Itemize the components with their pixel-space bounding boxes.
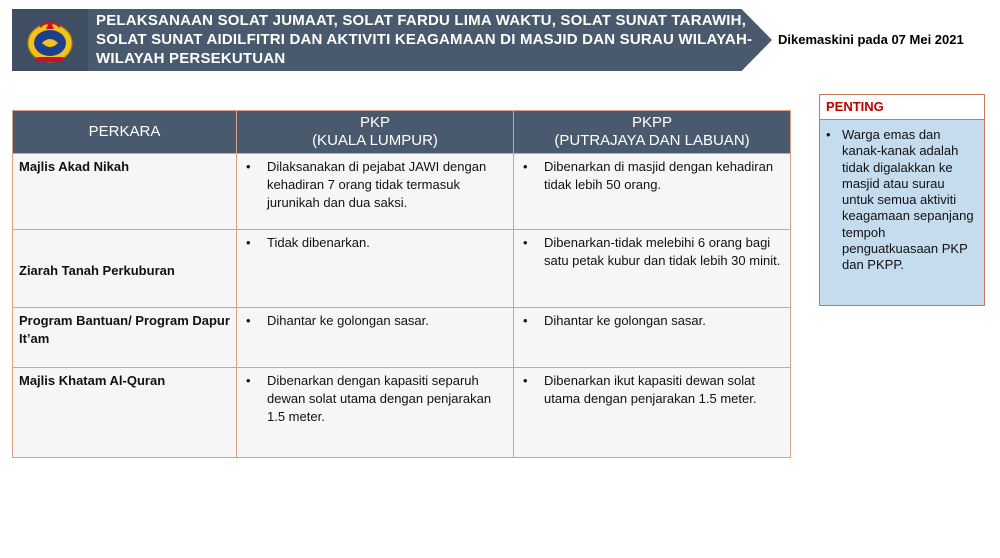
list-item: • Dibenarkan-tidak melebihi 6 orang bagi satu petak kubur dan tidak lebih 30 minit. bbox=[520, 234, 784, 270]
row-pkp-cell bbox=[237, 368, 514, 458]
header-pkp-line1: PKP bbox=[359, 114, 390, 131]
penting-title: PENTING bbox=[820, 95, 984, 120]
logo-box bbox=[12, 9, 88, 71]
list-item: • Dihantar ke golongan sasar. bbox=[243, 312, 507, 330]
header-pkp-line2: (KUALA LUMPUR) bbox=[312, 132, 438, 149]
table-header-row bbox=[13, 111, 791, 154]
header-perkara bbox=[13, 111, 237, 154]
rules-table bbox=[12, 110, 791, 458]
table-row bbox=[13, 308, 791, 368]
row-perkara: Program Bantuan/ Program Dapur It’am bbox=[13, 308, 237, 368]
list-item: • Dibenarkan ikut kapasiti dewan solat utama dengan penjarakan 1.5 meter. bbox=[520, 372, 784, 408]
table-row bbox=[13, 230, 791, 308]
updated-date: Dikemaskini pada 07 Mei 2021 bbox=[778, 32, 964, 47]
penting-box bbox=[819, 94, 985, 306]
header-pkpp-line2: (PUTRAJAYA DAN LABUAN) bbox=[554, 132, 750, 149]
list-item: • Dilaksanakan di pejabat JAWI dengan kehadiran 7 orang tidak termasuk jurunikah dan dua saksi. bbox=[243, 158, 507, 212]
row-pkpp-cell bbox=[514, 230, 791, 308]
row-pkpp-cell bbox=[514, 154, 791, 230]
row-pkpp-cell bbox=[514, 368, 791, 458]
table-row bbox=[13, 368, 791, 458]
header-pkpp-line1: PKPP bbox=[631, 114, 673, 131]
list-item: • Dibenarkan dengan kapasiti separuh dewan solat utama dengan penjarakan 1.5 meter. bbox=[243, 372, 507, 426]
list-item: • Dibenarkan di masjid dengan kehadiran tidak lebih 50 orang. bbox=[520, 158, 784, 194]
row-pkp-cell bbox=[237, 230, 514, 308]
row-pkpp-cell bbox=[514, 308, 791, 368]
table-row bbox=[13, 154, 791, 230]
row-perkara: Majlis Khatam Al-Quran bbox=[13, 368, 237, 458]
header-perkara-label: PERKARA bbox=[88, 123, 161, 140]
row-pkp-cell bbox=[237, 154, 514, 230]
header-pkp bbox=[237, 111, 514, 154]
row-pkp-cell bbox=[237, 308, 514, 368]
list-item: • Dihantar ke golongan sasar. bbox=[520, 312, 784, 330]
row-perkara: Ziarah Tanah Perkuburan bbox=[13, 230, 237, 308]
penting-text: • Warga emas dan kanak-kanak adalah tidak digalakkan ke masjid atau surau untuk semua aktiviti keagamaan sepanjang tempoh penguatkuasaan PKP dan PKPP. bbox=[826, 127, 978, 274]
row-perkara: Majlis Akad Nikah bbox=[13, 154, 237, 230]
page-title: PELAKSANAAN SOLAT JUMAAT, SOLAT FARDU LIMA WAKTU, SOLAT SUNAT TARAWIH, SOLAT SUNAT AIDILFITRI DAN AKTIVITI KEAGAMAAN DI MASJID DAN SURAU WILAYAH-WILAYAH PERSEKUTUAN bbox=[96, 12, 753, 67]
jawi-crest-logo bbox=[22, 13, 78, 67]
header-pkpp bbox=[514, 111, 791, 154]
list-item: • Tidak dibenarkan. bbox=[243, 234, 507, 252]
